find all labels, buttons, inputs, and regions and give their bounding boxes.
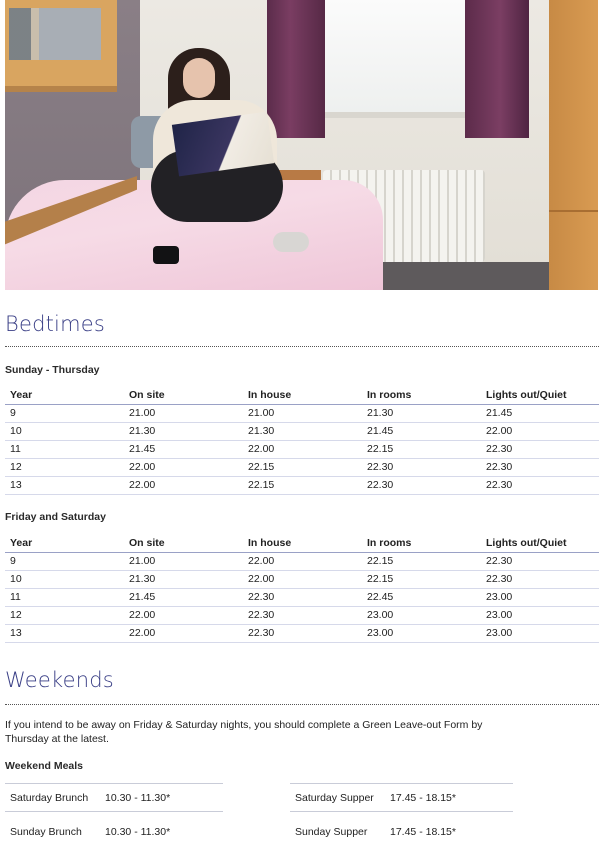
cell-in-rooms: 23.00 — [362, 624, 481, 642]
cell-in-rooms: 22.45 — [362, 588, 481, 606]
cell-in-rooms: 22.15 — [362, 570, 481, 588]
meal-label: Saturday Brunch — [10, 792, 89, 804]
table-row — [5, 476, 599, 494]
cell-in-house: 22.00 — [243, 440, 362, 458]
meal-divider — [5, 783, 223, 784]
weekday-heading: Sunday - Thursday — [5, 364, 100, 376]
cell-lights-out: 22.30 — [481, 458, 599, 476]
meal-item — [290, 785, 456, 811]
weekends-title: Weekends — [5, 668, 114, 692]
cell-year: 11 — [5, 588, 124, 606]
cell-on-site: 21.45 — [124, 588, 243, 606]
cell-in-house: 22.30 — [243, 624, 362, 642]
cell-in-rooms: 21.45 — [362, 422, 481, 440]
meal-time: 17.45 - 18.15* — [390, 792, 456, 804]
weekends-divider — [5, 704, 599, 705]
column-header: Lights out/Quiet — [481, 534, 599, 552]
leave-out-paragraph: If you intend to be away on Friday & Saturday nights, you should complete a Green Leave-out Form by Thursday at the latest. — [5, 719, 483, 745]
column-header: In house — [243, 386, 362, 404]
photo-person-foot — [273, 232, 309, 252]
cell-lights-out: 22.30 — [481, 440, 599, 458]
cell-year: 9 — [5, 404, 124, 422]
cell-year: 10 — [5, 422, 124, 440]
cell-in-house: 22.30 — [243, 588, 362, 606]
weekend-heading: Friday and Saturday — [5, 511, 106, 523]
cell-year: 11 — [5, 440, 124, 458]
table-header-row — [5, 534, 599, 552]
cell-on-site: 22.00 — [124, 458, 243, 476]
cell-in-house: 21.00 — [243, 404, 362, 422]
cell-in-rooms: 21.30 — [362, 404, 481, 422]
cell-on-site: 21.00 — [124, 552, 243, 570]
meal-label: Saturday Supper — [295, 792, 374, 804]
cell-on-site: 21.45 — [124, 440, 243, 458]
cell-year: 9 — [5, 552, 124, 570]
cell-on-site: 22.00 — [124, 606, 243, 624]
cell-on-site: 22.00 — [124, 624, 243, 642]
cell-in-house: 22.15 — [243, 476, 362, 494]
column-header: In rooms — [362, 534, 481, 552]
photo-window — [323, 0, 469, 118]
cell-lights-out: 21.45 — [481, 404, 599, 422]
table-row — [5, 422, 599, 440]
column-header: On site — [124, 534, 243, 552]
cell-lights-out: 22.30 — [481, 570, 599, 588]
cell-in-rooms: 23.00 — [362, 606, 481, 624]
table-row — [5, 588, 599, 606]
cell-lights-out: 23.00 — [481, 624, 599, 642]
cell-on-site: 21.30 — [124, 570, 243, 588]
table-header-row — [5, 386, 599, 404]
photo-cupboard — [549, 0, 598, 290]
cell-year: 12 — [5, 606, 124, 624]
photo-cupboard-drawer — [549, 210, 598, 212]
cell-on-site: 21.00 — [124, 404, 243, 422]
cell-in-rooms: 22.30 — [362, 458, 481, 476]
table-row — [5, 606, 599, 624]
cell-on-site: 22.00 — [124, 476, 243, 494]
table-row — [5, 458, 599, 476]
cell-lights-out: 22.30 — [481, 552, 599, 570]
column-header: Year — [5, 386, 124, 404]
column-header: Lights out/Quiet — [481, 386, 599, 404]
cell-in-house: 22.30 — [243, 606, 362, 624]
photo-person-face — [183, 58, 215, 98]
weekday-bedtimes-table — [5, 386, 599, 495]
cell-in-rooms: 22.30 — [362, 476, 481, 494]
cell-on-site: 21.30 — [124, 422, 243, 440]
cell-lights-out: 22.00 — [481, 422, 599, 440]
meal-time: 10.30 - 11.30* — [105, 792, 171, 804]
meal-time: 17.45 - 18.15* — [390, 826, 456, 838]
cell-in-house: 22.00 — [243, 570, 362, 588]
cell-lights-out: 23.00 — [481, 606, 599, 624]
cell-in-house: 22.00 — [243, 552, 362, 570]
hero-photo-student-reading — [5, 0, 598, 290]
column-header: In rooms — [362, 386, 481, 404]
photo-shelf-items — [9, 8, 101, 60]
cell-year: 10 — [5, 570, 124, 588]
meal-item — [5, 785, 170, 811]
meal-label: Sunday Supper — [295, 826, 368, 838]
table-row — [5, 440, 599, 458]
weekend-meals-heading: Weekend Meals — [5, 760, 84, 772]
cell-in-house: 21.30 — [243, 422, 362, 440]
column-header: Year — [5, 534, 124, 552]
photo-curtain-right — [465, 0, 529, 138]
meal-divider — [5, 811, 223, 812]
meal-item — [5, 819, 170, 845]
table-row — [5, 404, 599, 422]
column-header: In house — [243, 534, 362, 552]
meal-divider — [290, 811, 513, 812]
table-row — [5, 552, 599, 570]
photo-curtain-left — [267, 0, 325, 138]
weekend-bedtimes-table — [5, 534, 599, 643]
table-row — [5, 624, 599, 642]
meal-item — [290, 819, 456, 845]
bedtimes-title: Bedtimes — [5, 312, 105, 336]
meal-time: 10.30 - 11.30* — [105, 826, 171, 838]
meal-divider — [290, 783, 513, 784]
cell-lights-out: 22.30 — [481, 476, 599, 494]
cell-year: 13 — [5, 624, 124, 642]
bedtimes-divider — [5, 346, 599, 347]
cell-lights-out: 23.00 — [481, 588, 599, 606]
cell-year: 13 — [5, 476, 124, 494]
cell-in-house: 22.15 — [243, 458, 362, 476]
cell-in-rooms: 22.15 — [362, 440, 481, 458]
column-header: On site — [124, 386, 243, 404]
table-row — [5, 570, 599, 588]
photo-phone — [153, 246, 179, 264]
cell-year: 12 — [5, 458, 124, 476]
meal-label: Sunday Brunch — [10, 826, 82, 838]
cell-in-rooms: 22.15 — [362, 552, 481, 570]
